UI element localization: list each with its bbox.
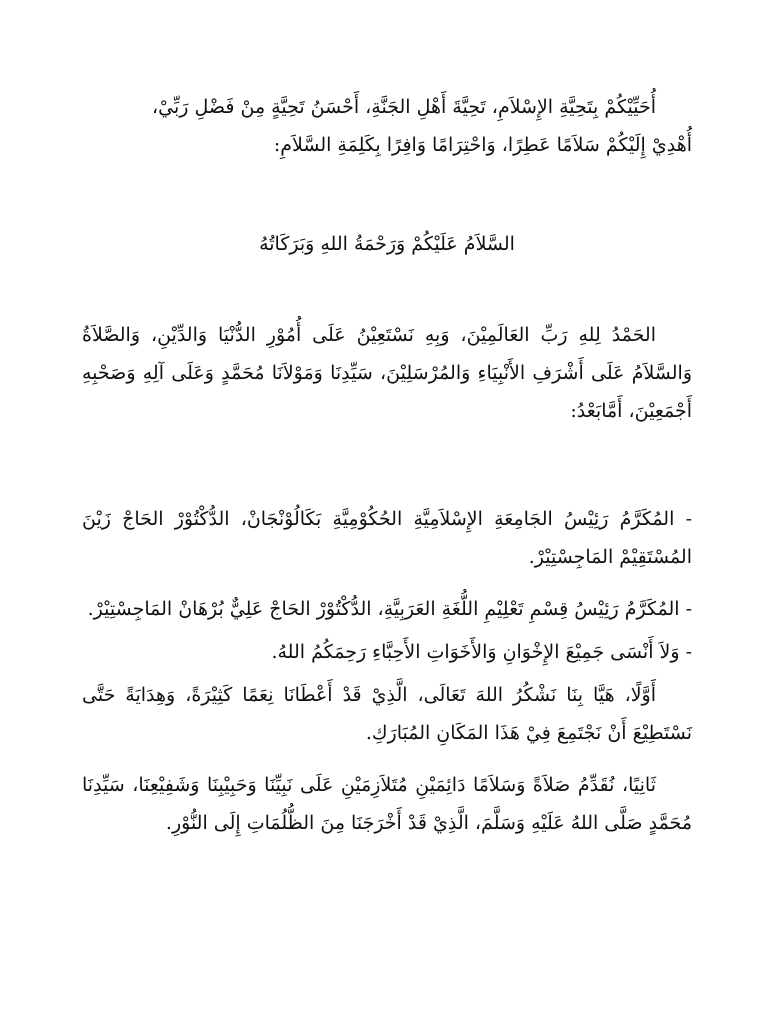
honorific-item-2: - المُكَرَّمُ رَئِيْسُ قِسْمِ تَعْلِيْمِ اللُّغَةِ العَرَبِيَّةِ، الدُّكْتُوْرْ الحَاجْ عَلِيٌّ بُرْهَانْ المَاجِسْتِيْرْ. [87, 598, 692, 620]
hamd-paragraph: الحَمْدُ لِلهِ رَبِّ العَالَمِيْنَ، وَبِهِ نَسْتَعِيْنُ عَلَى أُمُوْرِ الدُّنْيَا وَالدِّيْنِ، وَالصَّلاَةُ وَالسَّلاَمُ عَلَى أَشْرَفِ الأَنْبِيَاءِ وَالمُرْسَلِيْنَ، سَيِّدِنَا وَمَوْلاَنَا مُحَمَّدٍ وَعَلَى آلِهِ وَصَحْبِهِ أَجْمَعِيْنَ، أَمَّابَعْدُ: [82, 324, 692, 422]
second-paragraph: ثَانِيًا، نُقَدِّمُ صَلاَةً وَسَلاَمًا دَائِمَيْنِ مُتَلاَزِمَيْنِ عَلَى نَبِيِّنَا وَحَبِيْبِنَا وَشَفِيْعِنَا، سَيِّدِنَا مُحَمَّدٍ صَلَّى اللهُ عَلَيْهِ وَسَلَّمَ، الَّذِيْ قَدْ أَخْرَجَنَا مِنَ الظُّلُمَاتِ إِلَى النُّوْرِ. [82, 774, 692, 834]
first-paragraph: أَوَّلًا، هَيَّا بِنَا نَشْكُرُ اللهَ تَعَالَى، الَّذِيْ قَدْ أَعْطَانَا نِعَمًا كَثِيْرَةً، وَهِدَايَةً حَتَّى نَسْتَطِيْعَ أَنْ نَجْتَمِعَ فِيْ هَذَا المَكَانِ المُبَارَكِ. [82, 684, 692, 744]
opening-line-1: أُحَيِّيْكُمْ بِتَحِيَّةِ الإِسْلاَمِ، تَحِيَّةَ أَهْلِ الجَنَّةِ، أَحْسَنُ تَحِيَّةٍ مِنْ فَضْلِ رَبِّيْ، [152, 96, 656, 118]
salam-greeting: السَّلاَمُ عَلَيْكُمْ وَرَحْمَةُ اللهِ وَبَرَكَاتُهُ [259, 233, 515, 255]
honorific-item-1: - المُكَرَّمُ رَئِيْسُ الجَامِعَةِ الإِسْلاَمِيَّةِ الحُكُوْمِيَّةِ بَكَالُوْنْجَانْ، الدُّكْتُوْرْ الحَاجْ زَيْنَ المُسْتَقِيْمْ المَاجِسْتِيْرْ. [82, 508, 692, 568]
opening-paragraph [82, 88, 692, 164]
honorific-item-3: - وَلاَ أَنْسَى جَمِيْعَ الإِخْوَانِ وَالأَخَوَاتِ الأَحِبَّاءِ رَحِمَكُمُ اللهُ. [271, 641, 692, 663]
opening-line-2: أُهْدِيْ إِلَيْكُمْ سَلاَمًا عَطِرًا، وَاحْتِرَامًا وَافِرًا بِكَلِمَةِ السَّلاَمِ: [273, 134, 692, 156]
